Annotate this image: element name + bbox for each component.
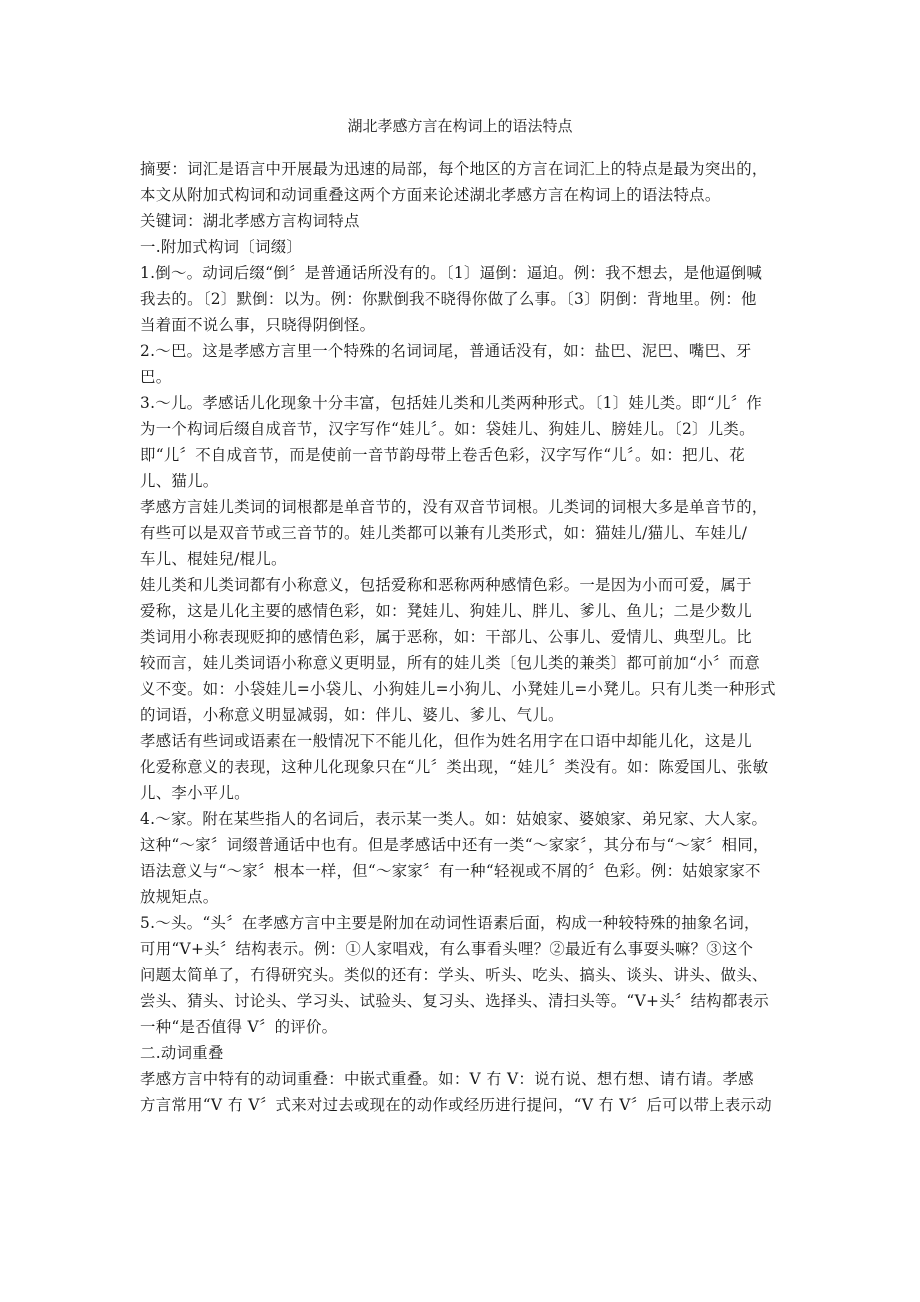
paragraph-line: 方言常用“V 冇 V〞式来对过去或现在的动作或经历进行提问，“V 冇 V〞后可以带上表示动 <box>140 1096 772 1114</box>
paragraph-line: 2.～巴。这是孝感方言里一个特殊的名词词尾，普通话没有，如：盐巴、泥巴、嘴巴、牙 <box>140 342 752 360</box>
paragraph-line: 5.～头。“头〞在孝感方言中主要是附加在动词性语素后面，构成一种较特殊的抽象名词， <box>140 914 760 932</box>
paragraph-line: 巴。 <box>140 368 172 386</box>
paragraph-line: 问题太简单了，冇得研究头。类似的还有：学头、听头、吃头、搞头、谈头、讲头、做头、 <box>140 966 768 984</box>
section-heading-reduplication: 二.动词重叠 <box>140 1044 224 1062</box>
paragraph-line: 有些可以是双音节或三音节的。娃儿类都可以兼有儿类形式，如：猫娃儿/猫儿、车娃儿/ <box>140 524 748 542</box>
paragraph-line: 一种“是否值得 V〞的评价。 <box>140 1018 338 1036</box>
paragraph-line: 3.～儿。孝感话儿化现象十分丰富，包括娃儿类和儿类两种形式。〔1〕娃儿类。即“儿〞作 <box>140 394 763 412</box>
paragraph-line: 车儿、棍娃兒/棍儿。 <box>140 550 287 568</box>
paragraph-line: 较而言，娃儿类词语小称意义更明显，所有的娃儿类〔包儿类的兼类〕都可前加“小〞而意 <box>140 654 761 672</box>
paragraph-line: 1.倒～。动词后缀“倒〞是普通话所没有的。〔1〕逼倒：逼迫。例：我不想去，是他逼倒喊 <box>140 264 763 282</box>
paragraph-line: 这种“～家〞词缀普通话中也有。但是孝感话中还有一类“～家家〞，其分布与“～家〞相同， <box>140 836 769 854</box>
paragraph-line: 娃儿类和儿类词都有小称意义，包括爱称和恶称两种感情色彩。一是因为小而可爱，属于 <box>140 576 752 594</box>
paragraph-line: 孝感话有些词或语素在一般情况下不能儿化，但作为姓名用字在口语中却能儿化，这是儿 <box>140 732 752 750</box>
paragraph-line: 儿、李小平儿。 <box>140 784 250 802</box>
paragraph-line: 类词用小称表现贬抑的感情色彩，属于恶称，如：干部儿、公事儿、爱情儿、典型儿。比 <box>140 628 752 646</box>
paragraph-line: 可用“V+头〞结构表示。例：①人家唱戏，有么事看头哩？②最近有么事耍头嘛？③这个 <box>140 940 754 958</box>
paragraph-line: 化爱称意义的表现，这种儿化现象只在“儿〞类出现，“娃儿〞类没有。如：陈爱国儿、张敏 <box>140 758 769 776</box>
paragraph-line: 我去的。〔2〕默倒：以为。例：你默倒我不晓得你做了么事。〔3〕阴倒：背地里。例：他 <box>140 290 757 308</box>
paragraph-line: 的词语，小称意义明显减弱，如：伴儿、婆儿、爹儿、气儿。 <box>140 706 564 724</box>
paragraph-line: 义不变。如：小袋娃儿=小袋儿、小狗娃儿=小狗儿、小凳娃儿=小凳儿。只有儿类一种形式 <box>140 680 776 698</box>
paragraph-line: 孝感方言娃儿类词的词根都是单音节的，没有双音节词根。儿类词的词根大多是单音节的， <box>140 498 768 516</box>
paragraph-line: 4.～家。附在某些指人的名词后，表示某一类人。如：姑娘家、婆娘家、弟兄家、大人家。 <box>140 810 768 828</box>
document-title: 湖北孝感方言在构词上的语法特点 <box>347 117 573 135</box>
paragraph-line: 放规矩点。 <box>140 888 219 906</box>
section-heading-affix: 一.附加式构词〔词缀〕 <box>140 238 303 256</box>
keywords-line: 关键词：湖北孝感方言构词特点 <box>140 212 360 230</box>
abstract-line: 本文从附加式构词和动词重叠这两个方面来论述湖北孝感方言在构词上的语法特点。 <box>140 186 721 204</box>
abstract-line: 摘要：词汇是语言中开展最为迅速的局部，每个地区的方言在词汇上的特点是最为突出的， <box>140 160 768 178</box>
paragraph-line: 即“儿〞不自成音节，而是使前一音节韵母带上卷舌色彩，汉字写作“儿〞。如：把儿、花 <box>140 446 745 464</box>
document-body <box>140 156 785 1118</box>
paragraph-line: 爱称，这是儿化主要的感情色彩，如：凳娃儿、狗娃儿、胖儿、爹儿、鱼儿；二是少数儿 <box>140 602 752 620</box>
paragraph-line: 语法意义与“～家〞根本一样，但“～家家〞有一种“轻视或不屑的〞色彩。例：姑娘家家不 <box>140 862 761 880</box>
paragraph-line: 儿、猫儿。 <box>140 472 219 490</box>
paragraph-line: 孝感方言中特有的动词重叠：中嵌式重叠。如：V 冇 V：说冇说、想冇想、请冇请。孝感 <box>140 1070 754 1088</box>
paragraph-line: 当着面不说么事，只晓得阴倒怪。 <box>140 316 376 334</box>
paragraph-line: 为一个构词后缀自成音节，汉字写作“娃儿〞。如：袋娃儿、狗娃儿、膀娃儿。〔2〕儿类。 <box>140 420 755 438</box>
paragraph-line: 尝头、猜头、讨论头、学习头、试验头、复习头、选择头、清扫头等。“V+头〞结构都表示 <box>140 992 770 1010</box>
